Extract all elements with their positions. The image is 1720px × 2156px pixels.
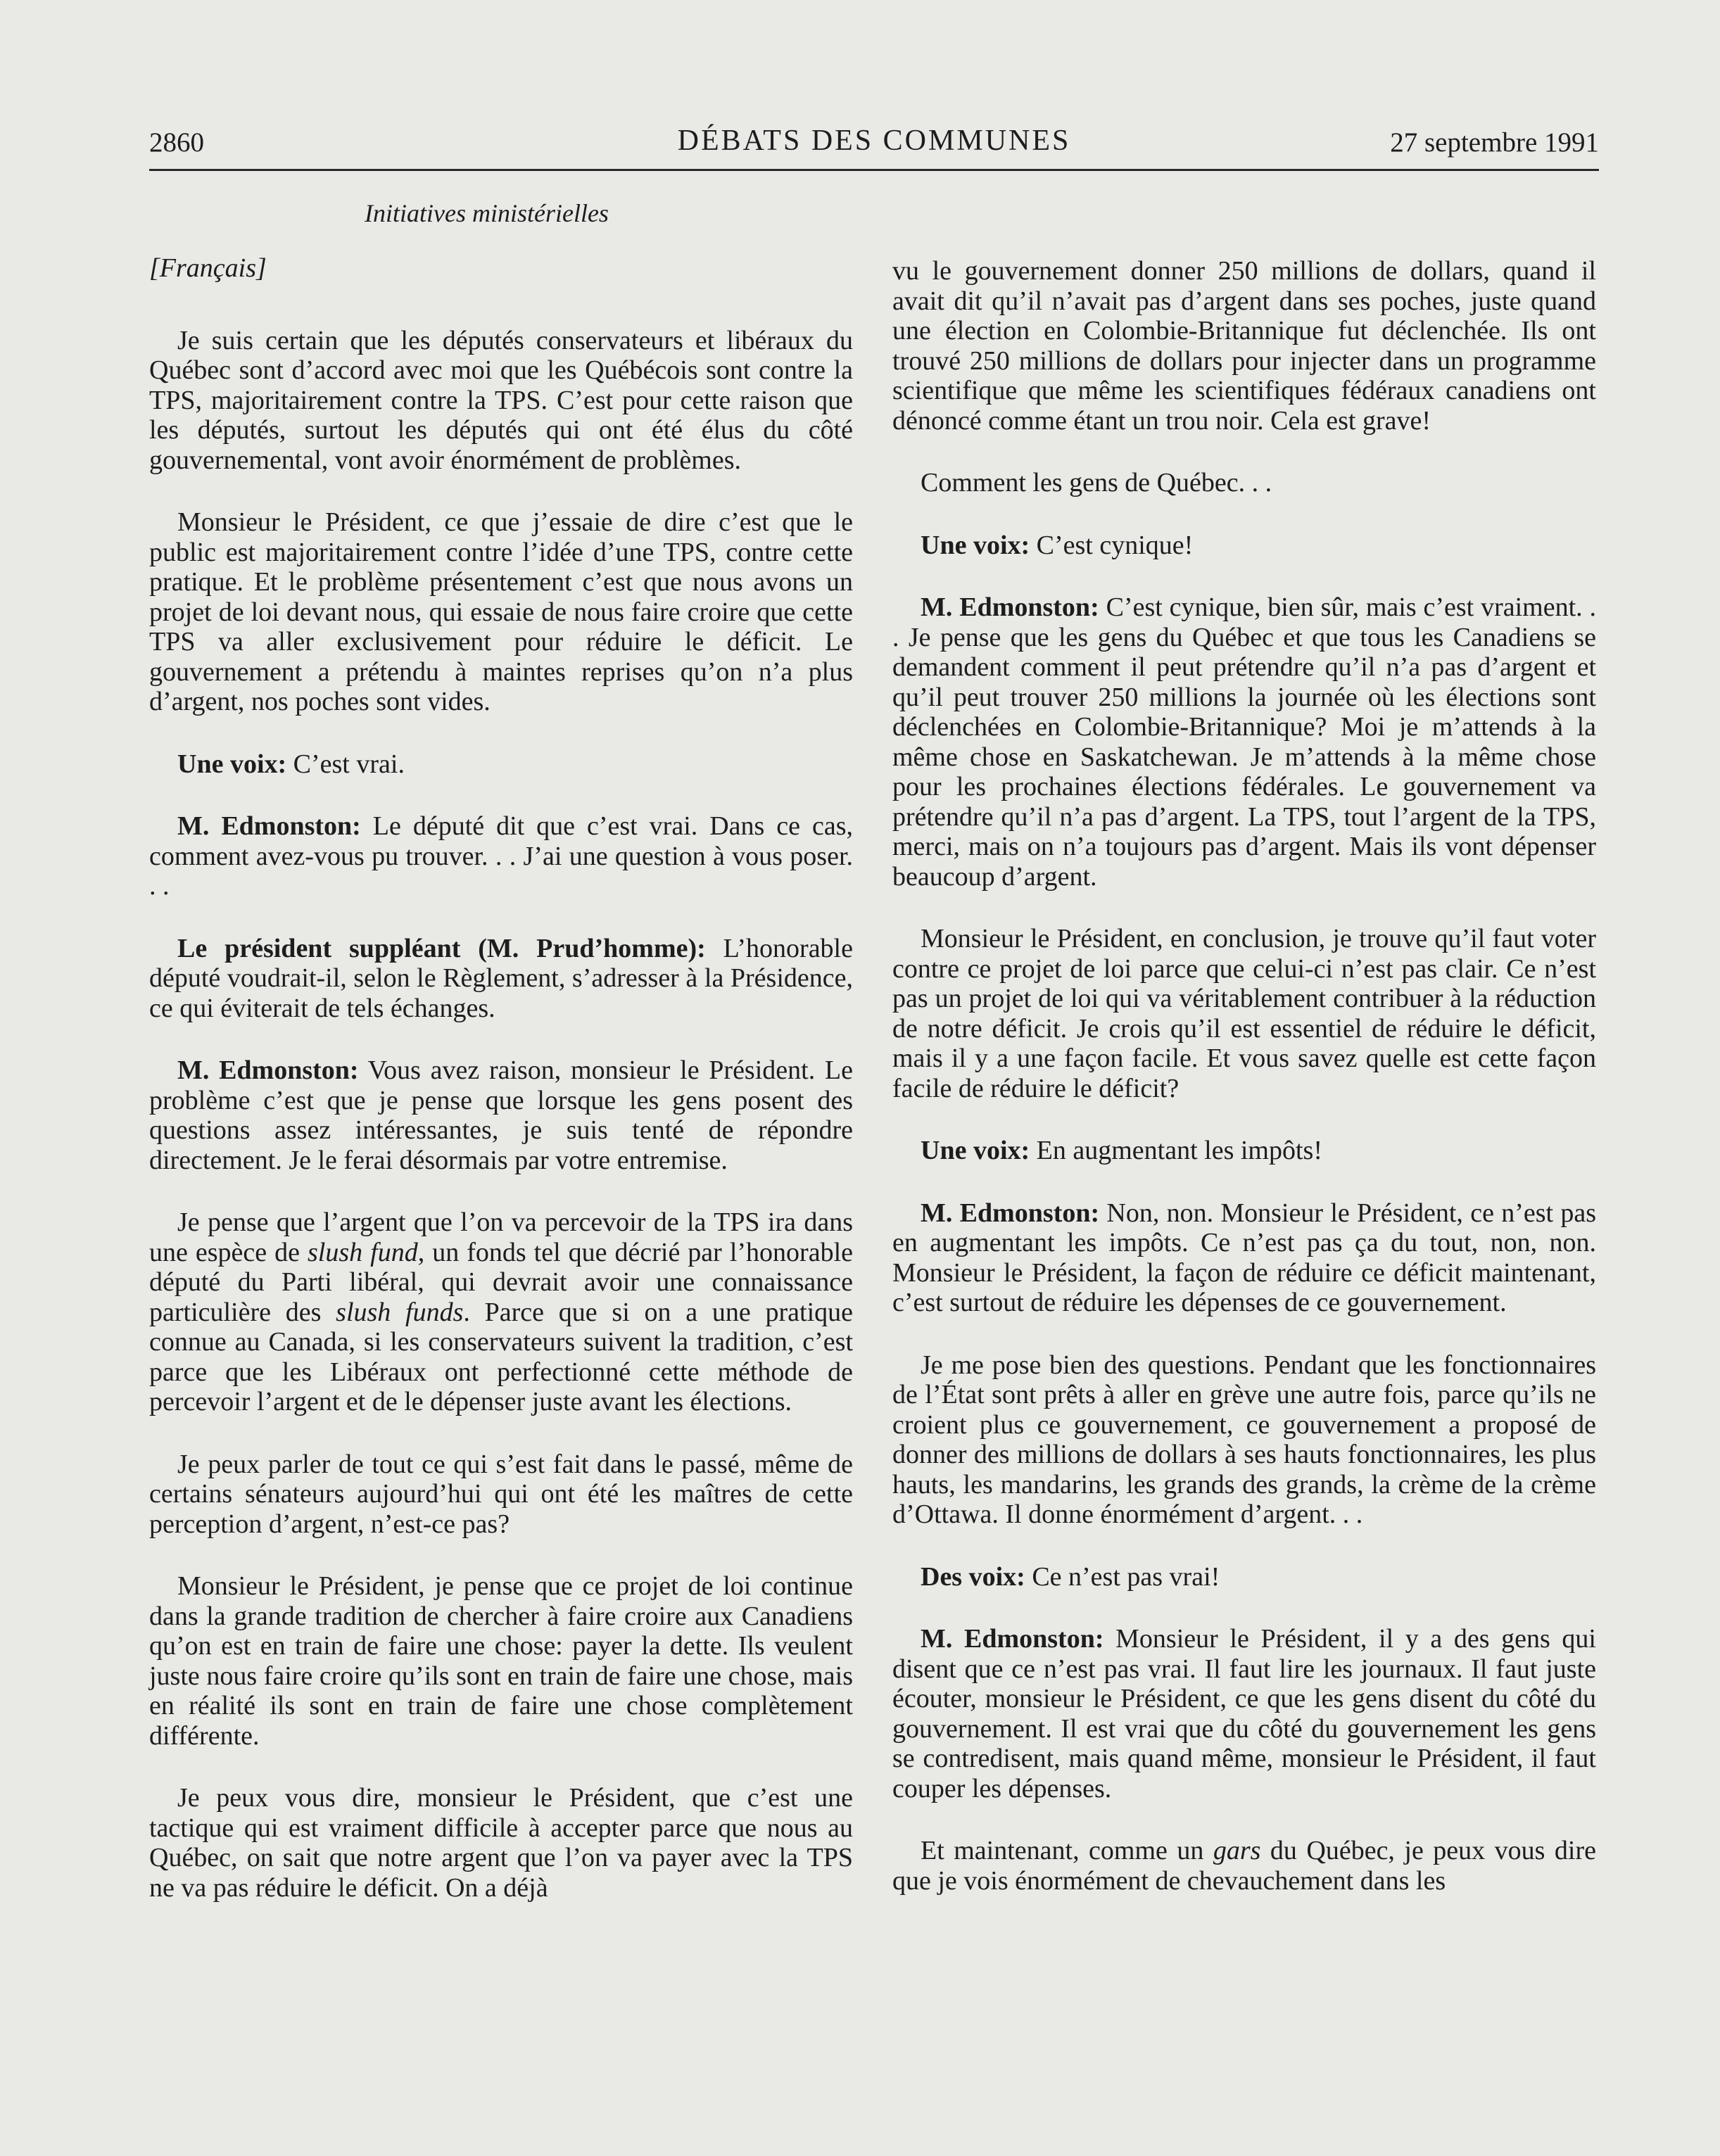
speaker-name: M. Edmonston: [921, 592, 1099, 622]
text-run: du Québec, je peux vous dire que je vois énormément de chevauchement dans les [892, 1836, 1596, 1896]
speech-text: C’est cynique, bien sûr, mais c’est vraiment. . . Je pense que les gens du Québec et que tous les Canadiens se demandent comment il peut prétendre qu’il n’a pas d’argent et qu’il peut trouver 250 millions la journée où les élections sont déclenchées en Colombie-Britannique? Moi je m’attends à la même chose en Saskatchewan. Je m’attends à la même chose pour les prochaines élections fédérales. Le gouvernement va prétendre qu’il n’a pas d’argent. La TPS, tout l’argent de la TPS, merci, mais on n’a toujours pas d’argent. Mais ils vont dépenser beaucoup d’argent. [892, 592, 1596, 892]
emphasis: slush funds [336, 1297, 464, 1327]
speaker-name: M. Edmonston: [177, 1055, 359, 1085]
paragraph: Je peux parler de tout ce qui s’est fait dans le passé, même de certains sénateurs aujourd’hui qui ont été les maîtres de cette perception d’argent, n’est-ce pas? [149, 1449, 853, 1539]
speech-text: Ce n’est pas vrai! [1025, 1561, 1220, 1592]
emphasis: gars [1213, 1836, 1261, 1865]
text-run: , un fonds tel que décrié par l’honorable député du Parti libéral, qui devrait avoir une connaissance particulière des [149, 1237, 853, 1327]
speech-text: L’honorable député voudrait-il, selon le Règlement, s’adresser à la Présidence, ce qui éviterait de tels échanges. [149, 933, 853, 1023]
text-run: Je pense que l’argent que l’on va percevoir de la TPS ira dans une espèce de [149, 1207, 853, 1267]
paragraph [892, 531, 1596, 561]
language-tag: [Français] [149, 253, 267, 283]
paragraph [892, 1136, 1596, 1166]
speaker-name: Le président suppléant (M. Prud’homme): [177, 933, 706, 963]
page-date: 27 septembre 1991 [1390, 127, 1599, 158]
speaker-name: M. Edmonston: [921, 1624, 1104, 1654]
speech-text: Vous avez raison, monsieur le Président. Le problème c’est que je pense que lorsque les gens posent des questions assez intéressantes, je suis tenté de répondre directement. Je le ferai désormais par votre entremise. [149, 1055, 853, 1175]
speaker-name: M. Edmonston: [177, 811, 361, 841]
section-title: Initiatives ministérielles [365, 199, 609, 227]
paragraph: Comment les gens de Québec. . . [921, 468, 1272, 497]
page-header [149, 121, 1599, 171]
speaker-name: Des voix: [921, 1561, 1025, 1592]
speech-text: En augmentant les impôts! [1030, 1136, 1322, 1165]
paragraph: vu le gouvernement donner 250 millions de dollars, quand il avait dit qu’il n’avait pas d’argent dans ses poches, juste quand une élection en Colombie-Britannique fut déclenchée. Ils ont trouvé 250 millions de dollars pour injecter dans un programme scientifique que même les scientifiques fédéraux canadiens ont dénoncé comme étant un trou noir. Cela est grave! [892, 256, 1596, 436]
paragraph [892, 1562, 1596, 1592]
page-number: 2860 [149, 127, 204, 158]
text-run: Et maintenant, comme un [921, 1836, 1213, 1865]
speech-text: Le député dit que c’est vrai. Dans ce cas, comment avez-vous pu trouver. . . J’ai une question à vous poser. . . [149, 811, 853, 901]
left-column [149, 253, 853, 1935]
paragraph [892, 1198, 1596, 1318]
text-run: . Parce que si on a une pratique connue au Canada, si les conservateurs suivent la tradition, c’est parce que les Libéraux ont perfectionné cette méthode de percevoir l’argent et de le dépenser juste avant les élections. [149, 1297, 853, 1416]
paragraph [892, 592, 1596, 892]
paragraph [149, 811, 853, 901]
paragraph: Monsieur le Président, je pense que ce projet de loi continue dans la grande tradition de chercher à faire croire aux Canadiens qu’on est en train de faire une chose: payer la dette. Ils veulent juste nous faire croire qu’ils sont en train de faire une chose, mais en réalité ils sont en train de faire une chose complètement différente. [149, 1571, 853, 1751]
paragraph [149, 1207, 853, 1417]
speaker-name: Une voix: [177, 749, 287, 779]
right-column [892, 256, 1596, 1928]
paragraph [149, 934, 853, 1024]
speech-text: C’est vrai. [286, 749, 405, 779]
speech-text: Monsieur le Président, il y a des gens qui disent que ce n’est pas vrai. Il faut lire les journaux. Il faut juste écouter, monsieur le Président, ce que les gens disent du côté du gouvernement. Il est vrai que du côté du gouvernement les gens se contredisent, mais quand même, monsieur le Président, il faut couper les dépenses. [892, 1624, 1596, 1803]
speech-text: C’est cynique! [1030, 530, 1194, 560]
paragraph: Monsieur le Président, en conclusion, je trouve qu’il faut voter contre ce projet de loi parce que celui-ci n’est pas clair. Ce n’est pas un projet de loi qui va véritablement contribuer à la réduction de notre déficit. Je crois qu’il est essentiel de réduire le déficit, mais il y a une façon facile. Et vous savez quelle est cette façon facile de réduire le déficit? [892, 924, 1596, 1103]
speaker-name: Une voix: [921, 530, 1030, 560]
speaker-name: Une voix: [921, 1136, 1030, 1165]
paragraph: Monsieur le Président, ce que j’essaie de dire c’est que le public est majoritairement contre l’idée d’une TPS, contre cette pratique. Et le problème présentement c’est que nous avons un projet de loi devant nous, qui essaie de nous faire croire que cette TPS va aller exclusivement pour réduire le déficit. Le gouvernement a prétendu à maintes reprises qu’on n’a plus d’argent, nos poches sont vides. [149, 507, 853, 716]
paragraph [892, 1624, 1596, 1803]
paragraph: Je peux vous dire, monsieur le Président, que c’est une tactique qui est vraiment difficile à accepter parce que nous au Québec, on sait que notre argent que l’on va payer avec la TPS ne va pas réduire le déficit. On a déjà [149, 1783, 853, 1903]
journal-title: DÉBATS DES COMMUNES [677, 125, 1071, 157]
paragraph [892, 1836, 1596, 1896]
speaker-name: M. Edmonston: [921, 1198, 1100, 1228]
paragraph [149, 749, 853, 780]
speech-text: Non, non. Monsieur le Président, ce n’est pas en augmentant les impôts. Ce n’est pas ça du tout, non, non. Monsieur le Président, la façon de réduire ce déficit maintenant, c’est surtout de réduire les dépenses de ce gouvernement. [892, 1198, 1596, 1317]
emphasis: slush fund [308, 1237, 418, 1267]
paragraph: Je suis certain que les députés conservateurs et libéraux du Québec sont d’accord avec moi que les Québécois sont contre la TPS, majoritairement contre la TPS. C’est pour cette raison que les députés, surtout les députés qui ont été élus du côté gouvernemental, vont avoir énormément de problèmes. [149, 325, 853, 475]
paragraph: Je me pose bien des questions. Pendant que les fonctionnaires de l’État sont prêts à aller en grève une autre fois, parce qu’ils ne croient plus ce gouvernement, ce gouvernement a proposé de donner des millions de dollars à ses hauts fonctionnaires, les plus hauts, les mandarins, les grands des grands, la crème de la crème d’Ottawa. Il donne énormément d’argent. . . [892, 1350, 1596, 1529]
paragraph [149, 1055, 853, 1175]
